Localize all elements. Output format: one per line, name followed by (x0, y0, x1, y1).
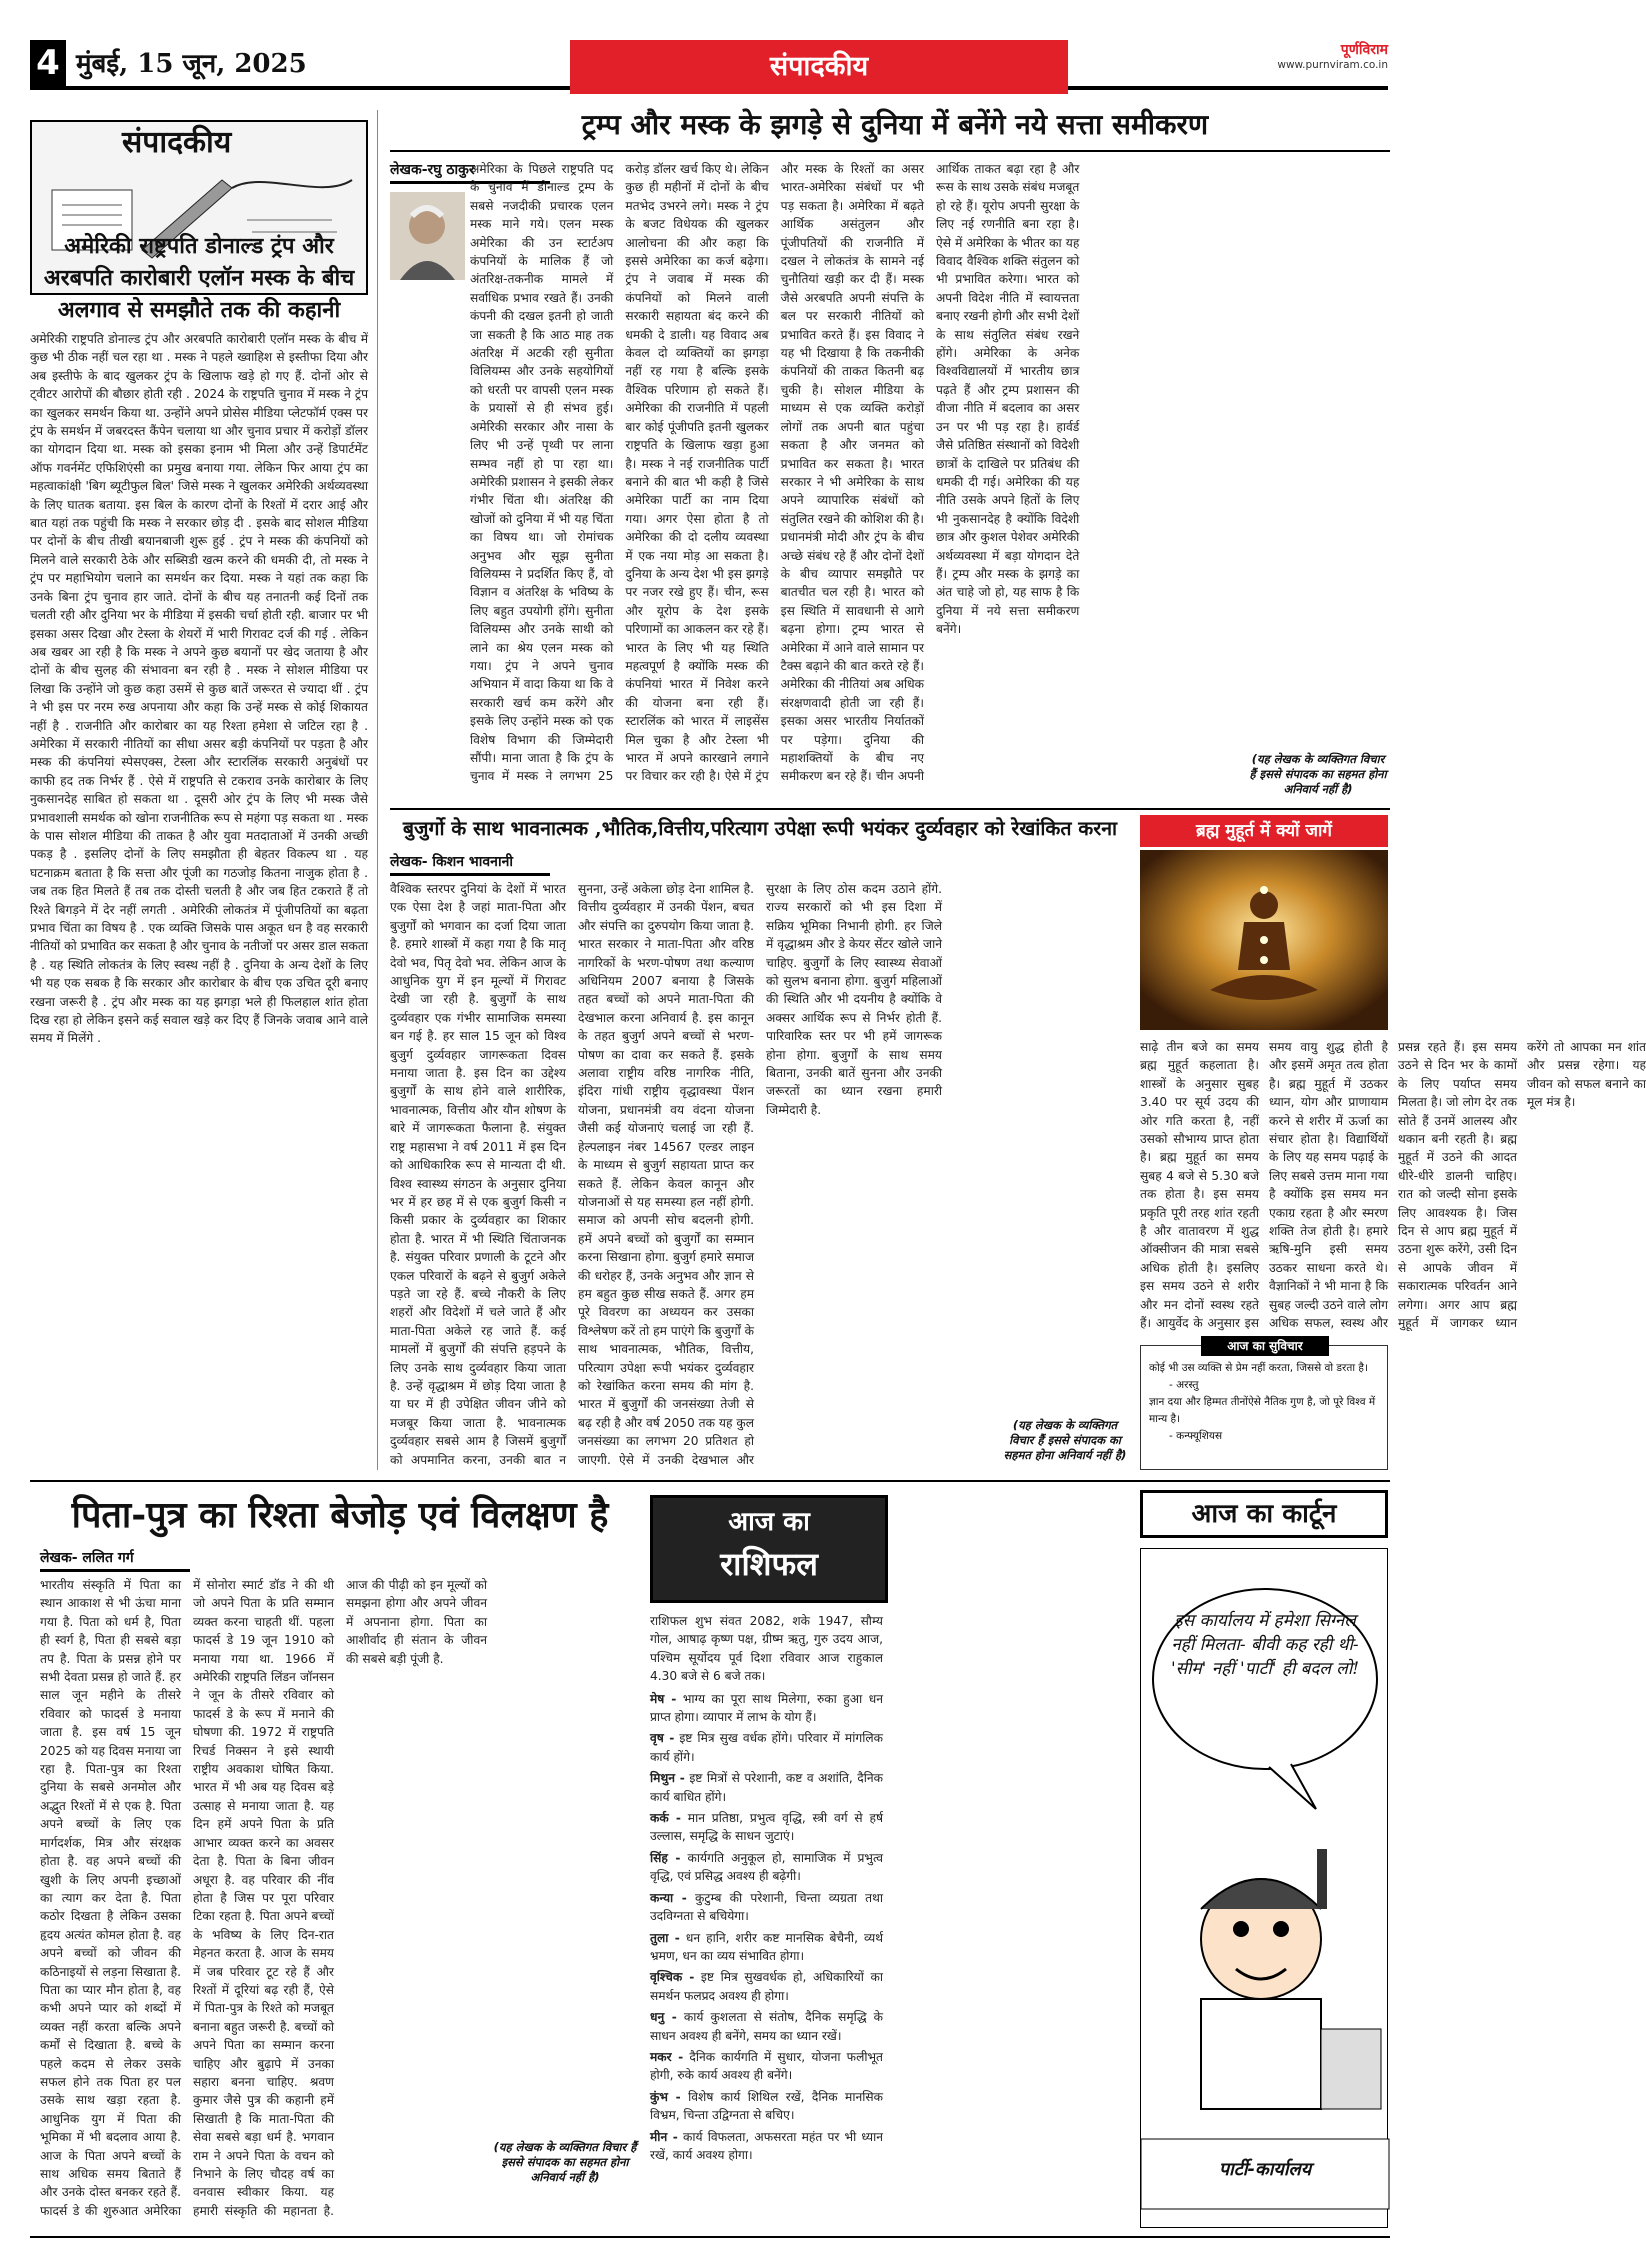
footer-rule (30, 2236, 1390, 2238)
rashifal-label-bottom: राशिफल (720, 1545, 818, 1583)
father-son-disclaimer: (यह लेखक के व्यक्तिगत विचार हैं इससे संपादक का सहमत होना अनिवार्य नहीं है) (493, 2140, 637, 2184)
father-son-text: भारतीय संस्कृति में पिता का स्थान आकाश से भी ऊंचा माना गया है. पिता को धर्म है, पिता ही स्वर्ग है, पिता ही सबसे बड़ा तप है. पिता के प्रसन्न होने पर सभी देवता प्रसन्न हो जाते हैं. हर साल जून महीने के तीसरे रविवार को फादर्स डे मनाया जाता है. इस वर्ष 15 जून 2025 को यह दिवस मनाया जा रहा है. पिता-पुत्र का रिश्ता दुनिया के सबसे अनमोल और अद्भुत रिश्तों में से एक है. पिता अपने बच्चों के लिए एक मार्गदर्शक, मित्र और संरक्षक होता है. वह अपने बच्चों की खुशी के लिए अपनी इच्छाओं का त्याग कर देता है. पिता कठोर दिखता है लेकिन उसका हृदय अत्यंत कोमल होता है. वह अपने बच्चों को जीवन की कठिनाइयों से लड़ना सिखाता है. पिता का प्यार मौन होता है, वह कभी अपने प्यार को शब्दों में व्यक्त नहीं करता बल्कि अपने कर्मों से दिखाता है. बच्चे के पहले कदम से लेकर उसके सफल होने तक पिता हर पल उसके साथ खड़ा रहता है. आधुनिक युग में पिता की भूमिका में भी बदलाव आया है. आज के पिता अपने बच्चों के साथ अधिक समय बिताते हैं और उनके दोस्त बनकर रहते हैं. फादर्स डे की शुरुआत अमेरिका में सोनोरा स्मार्ट डॉड ने की थी जो अपने पिता के प्रति सम्मान व्यक्त करना चाहती थीं. पहला फादर्स डे 19 जून 1910 को मनाया गया था. 1966 में अमेरिकी राष्ट्रपति लिंडन जॉनसन ने जून के तीसरे रविवार को फादर्स डे के रूप में मनाने की घोषणा की. 1972 में राष्ट्रपति रिचर्ड निक्सन ने इसे स्थायी राष्ट्रीय अवकाश घोषित किया. भारत में भी अब यह दिवस बड़े उत्साह से मनाया जाता है. यह दिन हमें अपने पिता के प्रति आभार व्यक्त करने का अवसर देता है. पिता के बिना जीवन अधूरा है. वह परिवार की नींव होता है जिस पर पूरा परिवार टिका रहता है. पिता अपने बच्चों के भविष्य के लिए दिन-रात मेहनत करता है. आज के समय में जब परिवार टूट रहे हैं और रिश्तों में दूरियां बढ़ रही हैं, ऐसे में पिता-पुत्र के रिश्ते को मजबूत बनाना बहुत जरूरी है. बच्चों को अपने पिता का सम्मान करना चाहिए और बुढ़ापे में उनका सहारा बनना चाहिए. श्रवण कुमार जैसे पुत्र की कहानी हमें सिखाती है कि माता-पिता की सेवा सबसे बड़ा धर्म है. भगवान राम ने अपने पिता के वचन को निभाने के लिए चौदह वर्ष का वनवास स्वीकार किया. यह हमारी संस्कृति की महानता है. आज की पीढ़ी को इन मूल्यों को समझना होगा और अपने जीवन में अपनाना होगा. पिता का आशीर्वाद ही संतान के जीवन की सबसे बड़ी पूंजी है. (40, 1578, 487, 2218)
rashifal-sign: मकर - (650, 2049, 684, 2064)
father-son-body (40, 1576, 640, 2226)
rashifal-sign: कन्या - (650, 1890, 687, 1905)
website-url[interactable]: www.purnviram.co.in (1277, 59, 1388, 71)
editorial-headline: अमेरिकी राष्ट्रपति डोनाल्ड ट्रंप और अरबपति कारोबारी एलॉन मस्क के बीच अलगाव से समझौते तक की कहानी (43, 233, 355, 323)
rashifal-banner (650, 1495, 888, 1603)
rashifal-sign: सिंह - (650, 1850, 681, 1865)
cartoon-frame (1140, 1548, 1388, 2228)
section-rule (390, 808, 1390, 810)
rashifal-sign: धनु - (650, 2010, 677, 2025)
rashifal-item (650, 1809, 883, 1846)
rashifal-sign: मीन - (650, 2129, 678, 2144)
rashifal-item (650, 1929, 883, 1966)
header-right (1068, 40, 1388, 90)
rashifal-text: इष्ट मित्रों से परेशानी, कष्ट व अशांति, दैनिक कार्य बाधित होंगे। (650, 1771, 883, 1804)
trump-musk-body (470, 160, 1390, 800)
elders-body (390, 880, 1130, 1470)
rashifal-text: दैनिक कार्यगति में सुधार, योजना फलीभूत होगी, रुके कार्य अवश्य ही बनेंगे। (650, 2049, 884, 2083)
rashifal-sign: मेष - (650, 1691, 677, 1706)
quote-box (1140, 1339, 1388, 1470)
rashifal-item (650, 2128, 883, 2165)
rashifal-item (650, 1690, 883, 1727)
rashifal-item (650, 2048, 883, 2085)
trump-musk-headline: ट्रम्प और मस्क के झगड़े से दुनिया में बनेंगे नये सत्ता समीकरण (581, 108, 1209, 141)
quote-line: ज्ञान दया और हिम्मत तीनोंऐसे नैतिक गुण है, जो पूरे विश्व में मान्य है। (1149, 1396, 1376, 1425)
section-rule (30, 1480, 1390, 1482)
rashifal-item (650, 1729, 883, 1766)
rashifal-text: कुटुम्ब की परेशानी, चिन्ता व्यग्रता तथा उदविग्नता से बचियेगा। (650, 1890, 884, 1924)
rashifal-text: कार्य कुशलता से संतोष, दैनिक समृद्धि के साधन अवश्य ही बनेंगे, समय का ध्यान रखें। (650, 2010, 884, 2043)
rashifal-text: कार्य विफलता, अफसरता महंत पर भी ध्यान रखें, कार्य अवश्य होगा। (650, 2129, 883, 2162)
rashifal-sign: कर्क - (650, 1811, 681, 1826)
edition-date: मुंबई, 15 जून, 2025 (76, 49, 307, 79)
brahma-body (1140, 1038, 1646, 1338)
rashifal-text: भाग्य का पूरा साथ मिलेगा, रुका हुआ धन प्राप्त होगा। व्यापार में लाभ के योग हैं। (650, 1691, 883, 1725)
meditation-image (1140, 850, 1388, 1030)
rashifal-label-top: आज का (728, 1507, 810, 1537)
trump-musk-byline: लेखक-रघु ठाकुर (390, 160, 550, 184)
column-divider (377, 110, 378, 1470)
brahma-headline: ब्रह्म मुहूर्त में क्यों जागें (1140, 815, 1388, 847)
elders-headline: बुजुर्गो के साथ भावनात्मक ,भौतिक,वित्तीय,परित्याग उपेक्षा रूपी भयंकर दुर्व्यवहार को रेखांकित करना (402, 817, 1118, 840)
rashifal-item (650, 2088, 883, 2125)
quote-line: कोई भी उस व्यक्ति से प्रेम नहीं करता, जिससे वो डरता है। (1149, 1362, 1368, 1374)
elders-byline: लेखक- किशन भावनानी (390, 852, 550, 876)
rashifal-sign: तुला - (650, 1930, 680, 1945)
rashifal-text: इष्ट मित्र सुख वर्धक होंगे। परिवार में मांगलिक कार्य होंगे। (650, 1731, 884, 1764)
rashifal-text: इष्ट मित्र सुखवर्धक हो, अधिकारियों का समर्थन फलप्रद अवश्य ही होगा। (650, 1970, 883, 2003)
quote-author: - अरस्तु (1169, 1379, 1199, 1391)
quote-author: - कन्फ्यूशियस (1169, 1430, 1223, 1442)
elders-disclaimer: (यह लेखक के व्यक्तिगत विचार हैं इससे संपादक का सहमत होना अनिवार्य नहीं है) (1003, 1418, 1127, 1462)
rashifal-item (650, 1889, 883, 1926)
rashifal-text: कार्यगति अनुकूल हो, सामाजिक में प्रभुत्व वृद्धि, एवं प्रसिद्ध अवश्य ही बढ़ेगी। (650, 1850, 883, 1884)
rashifal-item (650, 1849, 883, 1886)
cartoon-caption: पार्टी-कार्यालय (1218, 2159, 1312, 2180)
quote-label: आज का सुविचार (1201, 1336, 1329, 1356)
brahma-text: साढ़े तीन बजे का समय ब्रह्म मुहूर्त कहलाता है। शास्त्रों के अनुसार सुबह 3.40 पर सूर्य उदय की ओर गति करता है, नहीं उसको सौभाग्य प्राप्त होता है। ब्रह्म मुहूर्त का समय सुबह 4 बजे से 5.30 बजे तक होता है। इस समय प्रकृति पूरी तरह शांत रहती है और वातावरण में शुद्ध ऑक्सीजन की मात्रा सबसे अधिक होती है। इसलिए इस समय उठने से शरीर और मन दोनों स्वस्थ रहते हैं। आयुर्वेद के अनुसार इस समय वायु शुद्ध होती है और इसमें अमृत तत्व होता है। ब्रह्म मुहूर्त में उठकर ध्यान, योग और प्राणायाम करने से शरीर में ऊर्जा का संचार होता है। विद्यार्थियों के लिए यह समय पढ़ाई के लिए सबसे उत्तम माना गया है क्योंकि इस समय मन एकाग्र रहता है और स्मरण शक्ति तेज होती है। हमारे ऋषि-मुनि इसी समय उठकर साधना करते थे। वैज्ञानिकों ने भी माना है कि सुबह जल्दी उठने वाले लोग अधिक सफल, स्वस्थ और प्रसन्न रहते हैं। इस समय उठने से दिन भर के कामों के लिए पर्याप्त समय मिलता है। जो लोग देर तक सोते हैं उनमें आलस्य और थकान बनी रहती है। ब्रह्म मुहूर्त में उठने की आदत धीरे-धीरे डालनी चाहिए। रात को जल्दी सोना इसके लिए आवश्यक है। जिस दिन से आप ब्रह्म मुहूर्त में उठना शुरू करेंगे, उसी दिन से आपके जीवन में सकारात्मक परिवर्तन आने लगेगा। अगर आप ब्रह्म मुहूर्त में जागकर ध्यान करेंगे तो आपका मन शांत और प्रसन्न रहेगा। यह जीवन को सफल बनाने का मूल मंत्र है। (1140, 1040, 1646, 1331)
header-left (30, 40, 570, 90)
rashifal-item (650, 1968, 883, 2005)
editorial-body: अमेरिकी राष्ट्रपति डोनाल्ड ट्रंप और अरबपति कारोबारी एलॉन मस्क के बीच में कुछ भी ठीक नहीं चल रहा था . मस्क ने पहले ख्वाहिश से इस्तीफा दिया और अब इस्तीफे के बाद खुलकर ट्रंप के खिलाफ खड़े हो गए हैं. दोनों ओर से ट्वीटर आरोपों की बौछार होती रही . 2024 के राष्ट्रपति चुनाव में मस्क ने ट्रंप का खुलकर समर्थन किया था. उन्होंने अपने प्रोसेस मीडिया प्लेटफॉर्म एक्स पर ट्रंप के समर्थन में जबरदस्त कैंपेन चलाया था और चुनाव प्रचार में करोड़ों डॉलर का योगदान दिया था. मस्क को इसका इनाम भी मिला और उन्हें डिपार्टमेंट ऑफ गवर्नमेंट एफिशिएंसी का प्रमुख बनाया गया. लेकिन फिर आया ट्रंप का महत्वाकांक्षी 'बिग ब्यूटीफुल बिल' जिसे मस्क ने खुलकर अमेरिकी अर्थव्यवस्था के लिए घातक बताया. इस बिल के कारण दोनों के रिश्तों में दरार आई और बात यहां तक पहुंची कि मस्क ने सरकार छोड़ दी . इसके बाद सोशल मीडिया पर दोनों के बीच तीखी बयानबाजी शुरू हुई . ट्रंप ने मस्क की कंपनियों को मिलने वाले सरकारी ठेके और सब्सिडी खत्म करने की धमकी दी, तो मस्क ने ट्रंप पर महाभियोग चलाने का समर्थन कर दिया. मस्क ने यहां तक कहा कि उनके बिना ट्रंप चुनाव हार जाते. दोनों के बीच यह तनातनी कई दिनों तक चलती रही और दुनिया भर के मीडिया में इसकी चर्चा होती रही. बाजार पर भी इसका असर दिखा और टेस्ला के शेयरों में भारी गिरावट दर्ज की गई . लेकिन अब खबर आ रही है कि मस्क ने अपने कुछ बयानों पर खेद जताया है और दोनों के बीच सुलह की संभावना बन रही है . मस्क ने सोशल मीडिया पर लिखा कि उन्होंने जो कुछ कहा उसमें से कुछ बातें जरूरत से ज्यादा थीं . ट्रंप ने भी इस पर नरम रुख अपनाया और कहा कि उन्हें मस्क से कोई शिकायत नहीं है . राजनीति और कारोबार का यह रिश्ता हमेशा से जटिल रहा है . अमेरिका में सरकारी नीतियों का सीधा असर बड़ी कंपनियों पर पड़ता है और मस्क की कंपनियां स्पेसएक्स, टेस्ला और स्टारलिंक सरकारी अनुबंधों पर काफी हद तक निर्भर हैं . ऐसे में राष्ट्रपति से टकराव उनके कारोबार के लिए नुकसानदेह साबित हो सकता था . दूसरी ओर ट्रंप के लिए भी मस्क जैसे प्रभावशाली समर्थक को खोना राजनीतिक रूप से महंगा पड़ सकता था . मस्क के पास सोशल मीडिया की ताकत है और युवा मतदाताओं में उनकी अच्छी पकड़ है . इसलिए दोनों के लिए समझौता ही बेहतर विकल्प था . यह घटनाक्रम बताता है कि सत्ता और पूंजी का गठजोड़ कितना नाजुक होता है . जब तक हित मिलते हैं तब तक दोस्ती चलती है और जब हित टकराते हैं तो रिश्ते बिगड़ने में देर नहीं लगती . अमेरिकी लोकतंत्र में पूंजीपतियों का बढ़ता प्रभाव चिंता का विषय है . एक व्यक्ति जिसके पास अकूत धन है वह सरकारी नीतियों को प्रभावित कर सकता है और चुनाव के नतीजों पर असर डाल सकता है . यह स्थिति लोकतंत्र के लिए स्वस्थ नहीं है . दुनिया के अन्य देशों के लिए भी यह एक सबक है कि सरकार और कारोबार के बीच एक उचित दूरी बनाए रखना जरूरी है . ट्रंप और मस्क का यह झगड़ा भले ही फिलहाल शांत होता दिख रहा हो लेकिन इसने कई सवाल खड़े कर दिए हैं जिनके जवाब आने वाले समय में मिलेंगे . (30, 332, 368, 1046)
father-son-headline: पिता-पुत्र का रिश्ता बेजोड़ एवं विलक्षण है (71, 1494, 609, 1536)
quote-lines (1149, 1360, 1381, 1445)
rashifal-text: विशेष कार्य शिथिल रखें, दैनिक मानसिक विभ्रम, चिन्ता उद्विग्नता से बचिए। (650, 2089, 884, 2123)
rashifal-text: मान प्रतिष्ठा, प्रभुत्व वृद्धि, स्त्री वर्ग से हर्ष उल्लास, समृद्धि के साधन जुटाएं। (650, 1811, 883, 1844)
cartoon-speech: इस कार्यालय में हमेशा सिग्नल नहीं मिलता- बीवी कह रही थी- 'सीम' नहीं 'पार्टी' ही बदल लो! (1170, 1611, 1360, 1679)
elders-text: वैश्विक स्तरपर दुनियां के देशों में भारत एक ऐसा देश है जहां माता-पिता और बुजुर्गों को भगवान का दर्जा दिया जाता है. हमारे शास्त्रों में कहा गया है कि मातृ देवो भव, पितृ देवो भव. लेकिन आज के आधुनिक युग में इन मूल्यों में गिरावट देखी जा रही है. बुजुर्गों के साथ दुर्व्यवहार एक गंभीर सामाजिक समस्या बन गई है. हर साल 15 जून को विश्व बुजुर्ग दुर्व्यवहार जागरूकता दिवस मनाया जाता है. इस दिन का उद्देश्य बुजुर्गों के साथ होने वाले शारीरिक, भावनात्मक, वित्तीय और यौन शोषण के बारे में जागरूकता फैलाना है. संयुक्त राष्ट्र महासभा ने वर्ष 2011 में इस दिन को आधिकारिक रूप से मान्यता दी थी. विश्व स्वास्थ्य संगठन के अनुसार दुनिया भर में हर छह में से एक बुजुर्ग किसी न किसी प्रकार के दुर्व्यवहार का शिकार होता है. भारत में भी स्थिति चिंताजनक है. संयुक्त परिवार प्रणाली के टूटने और एकल परिवारों के बढ़ने से बुजुर्ग अकेले पड़ते जा रहे हैं. बच्चे नौकरी के लिए शहरों और विदेशों में चले जाते हैं और माता-पिता अकेले रह जाते हैं. कई मामलों में बुजुर्गों की संपत्ति हड़पने के लिए उनके साथ दुर्व्यवहार किया जाता है. उन्हें वृद्धाश्रम में छोड़ दिया जाता है या घर में ही उपेक्षित जीवन जीने को मजबूर किया जाता है. भावनात्मक दुर्व्यवहार सबसे आम है जिसमें बुजुर्गों को अपमानित करना, उनकी बात न सुनना, उन्हें अकेला छोड़ देना शामिल है. वित्तीय दुर्व्यवहार में उनकी पेंशन, बचत और संपत्ति का दुरुपयोग किया जाता है. भारत सरकार ने माता-पिता और वरिष्ठ नागरिकों के भरण-पोषण तथा कल्याण अधिनियम 2007 बनाया है जिसके तहत बच्चों को अपने माता-पिता की देखभाल करना अनिवार्य है. इस कानून के तहत बुजुर्ग अपने बच्चों से भरण-पोषण का दावा कर सकते हैं. इसके अलावा राष्ट्रीय वरिष्ठ नागरिक नीति, इंदिरा गांधी राष्ट्रीय वृद्धावस्था पेंशन योजना, प्रधानमंत्री वय वंदना योजना जैसी कई योजनाएं चलाई जा रही हैं. हेल्पलाइन नंबर 14567 एल्डर लाइन के माध्यम से बुजुर्ग सहायता प्राप्त कर सकते हैं. लेकिन केवल कानून और योजनाओं से यह समस्या हल नहीं होगी. समाज को अपनी सोच बदलनी होगी. हमें अपने बच्चों को बुजुर्गों का सम्मान करना सिखाना होगा. बुजुर्ग हमारे समाज की धरोहर हैं, उनके अनुभव और ज्ञान से हम बहुत कुछ सीख सकते हैं. अगर हम पूरे विवरण का अध्ययन कर उसका विश्लेषण करें तो हम पाएंगे कि बुजुर्गों के साथ भावनात्मक, भौतिक, वित्तीय, परित्याग उपेक्षा रूपी भयंकर दुर्व्यवहार को रेखांकित करना समय की मांग है. भारत में बुजुर्गों की जनसंख्या तेजी से बढ़ रही है और वर्ष 2050 तक यह कुल जनसंख्या का लगभग 20 प्रतिशत हो जाएगी. ऐसे में उनकी देखभाल और सुरक्षा के लिए ठोस कदम उठाने होंगे. राज्य सरकारों को भी इस दिशा में सक्रिय भूमिका निभानी होगी. हर जिले में वृद्धाश्रम और डे केयर सेंटर खोले जाने चाहिए. बुजुर्गों के लिए स्वास्थ्य सेवाओं को सुलभ बनाना होगा. बुजुर्ग महिलाओं की स्थिति और भी दयनीय है क्योंकि वे अक्सर आर्थिक रूप से निर्भर होती हैं. पारिवारिक स्तर पर भी हमें जागरूक होना होगा. बुजुर्गों के साथ समय बिताना, उनकी बातें सुनना और उनकी जरूरतों का ध्यान रखना हमारी जिम्मेदारी है. (390, 882, 942, 1467)
rashifal-body (650, 1612, 1130, 2232)
headline-rule (390, 150, 1390, 152)
section-title: संपादकीय (570, 40, 1068, 94)
brand-name: पूर्णविराम (1340, 42, 1388, 58)
cartoon-label: आज का कार्टून (1140, 1490, 1388, 1538)
rashifal-item (650, 2008, 883, 2045)
rashifal-sign: वृश्चिक - (650, 1970, 695, 1985)
trump-musk-disclaimer: (यह लेखक के व्यक्तिगत विचार हैं इससे संपादक का सहमत होना अनिवार्य नहीं है) (1249, 752, 1387, 796)
rashifal-intro: राशिफल शुभ संवत 2082, शके 1947, सौम्य गोल, आषाढ़ कृष्ण पक्ष, ग्रीष्म ऋतु, गुरु उदय आज, पश्चिम सूर्योदय पूर्व दिशा रविवार आज राहुकाल 4.30 बजे से 6 बजे तक। (650, 1614, 883, 1684)
trump-musk-text: अमेरिका के पिछले राष्ट्रपति पद के चुनाव में डोनाल्ड ट्रम्प के सबसे नजदीकी प्रचारक एलन मस्क माने गये। एलन मस्क अमेरिका की उन स्टार्टअप कंपनियों के मालिक हैं जो अंतरिक्ष-तकनीक मामले में सर्वाधिक प्रभाव रखते हैं। उनकी कंपनी की दखल इतनी हो जाती जा सकती है कि आठ माह तक अंतरिक्ष में अटकी रही सुनीता विलियम्स और उनके सहयोगियों को धरती पर वापसी एलन मस्क के प्रयासों से ही संभव हुई। अमेरिकी सरकार और नासा के लिए भी उन्हें पृथ्वी पर लाना सम्भव नहीं हो पा रहा था। अमेरिकी प्रशासन ने इसकी लेकर गंभीर चिंता थी। अंतरिक्ष की खोजों को दुनिया में भी यह चिंता का विषय था। जो रोमांचक अनुभव और सूझ सुनीता विलियम्स ने प्रदर्शित किए हैं, वो विज्ञान व अंतरिक्ष के भविष्य के लिए बहुत उपयोगी होंगे। सुनीता विलियम्स और उनके साथी को लाने का श्रेय एलन मस्क को गया। ट्रंप ने अपने चुनाव अभियान में वादा किया था कि वे सरकारी खर्च कम करेंगे और इसके लिए उन्होंने मस्क को एक विशेष विभाग की जिम्मेदारी सौंपी। माना जाता है कि ट्रंप के चुनाव में मस्क ने लगभग 25 करोड़ डॉलर खर्च किए थे। लेकिन कुछ ही महीनों में दोनों के बीच मतभेद उभरने लगे। मस्क ने ट्रंप के बजट विधेयक की खुलकर आलोचना की और कहा कि इससे अमेरिका का कर्ज बढ़ेगा। ट्रंप ने जवाब में मस्क की कंपनियों को मिलने वाली सरकारी सहायता बंद करने की धमकी दे डाली। यह विवाद अब केवल दो व्यक्तियों का झगड़ा नहीं रह गया है बल्कि इसके वैश्विक परिणाम हो सकते हैं। अमेरिका की राजनीति में पहली बार कोई पूंजीपति इतनी खुलकर राष्ट्रपति के खिलाफ खड़ा हुआ है। मस्क ने नई राजनीतिक पार्टी बनाने की बात भी कही है जिसे अमेरिका पार्टी का नाम दिया गया। अगर ऐसा होता है तो अमेरिका की दो दलीय व्यवस्था में एक नया मोड़ आ सकता है। दुनिया के अन्य देश भी इस झगड़े पर नजर रखे हुए हैं। चीन, रूस और यूरोप के देश इसके परिणामों का आकलन कर रहे हैं। भारत के लिए भी यह स्थिति महत्वपूर्ण है क्योंकि मस्क की कंपनियां भारत में निवेश करने की योजना बना रही हैं। स्टारलिंक को भारत में लाइसेंस मिल चुका है और टेस्ला भी भारत में अपने कारखाने लगाने पर विचार कर रही है। ऐसे में ट्रंप और मस्क के रिश्तों का असर भारत-अमेरिका संबंधों पर भी पड़ सकता है। अमेरिका में बढ़ते आर्थिक असंतुलन और पूंजीपतियों की राजनीति में दखल ने लोकतंत्र के सामने नई चुनौतियां खड़ी कर दी हैं। मस्क जैसे अरबपति अपनी संपत्ति के बल पर सरकारी नीतियों को प्रभावित करते हैं। इस विवाद ने यह भी दिखाया है कि तकनीकी कंपनियों की ताकत कितनी बढ़ चुकी है। सोशल मीडिया के माध्यम से एक व्यक्ति करोड़ों लोगों तक अपनी बात पहुंचा सकता है और जनमत को प्रभावित कर सकता है। भारत सरकार ने भी अमेरिका के साथ अपने व्यापारिक संबंधों को संतुलित रखने की कोशिश की है। प्रधानमंत्री मोदी और ट्रंप के बीच अच्छे संबंध रहे हैं और दोनों देशों के बीच व्यापार समझौते पर बातचीत चल रही है। भारत को इस स्थिति में सावधानी से आगे बढ़ना होगा। ट्रम्प भारत से अमेरिका में आने वाले सामान पर टैक्स बढ़ाने की बात करते रहे हैं। अमेरिका की नीतियां अब अधिक संरक्षणवादी होती जा रही हैं। इसका असर भारतीय निर्यातकों पर पड़ेगा। दुनिया की महाशक्तियों के बीच नए समीकरण बन रहे हैं। चीन अपनी आर्थिक ताकत बढ़ा रहा है और रूस के साथ उसके संबंध मजबूत हो रहे हैं। यूरोप अपनी सुरक्षा के लिए नई रणनीति बना रहा है। ऐसे में अमेरिका के भीतर का यह विवाद वैश्विक शक्ति संतुलन को भी प्रभावित करेगा। भारत को अपनी विदेश नीति में स्वायत्तता बनाए रखनी होगी और सभी देशों के साथ संतुलित संबंध रखने होंगे। अमेरिका के अनेक विश्वविद्यालयों में भारतीय छात्र पढ़ते हैं और ट्रम्प प्रशासन की वीजा नीति में बदलाव का असर उन पर भी पड़ रहा है। हार्वर्ड जैसे प्रतिष्ठित संस्थानों को विदेशी छात्रों के दाखिले पर प्रतिबंध की धमकी दी गई। अमेरिका की यह नीति उसके अपने हितों के लिए भी नुकसानदेह है क्योंकि विदेशी छात्र और कुशल पेशेवर अमेरिकी अर्थव्यवस्था में बड़ा योगदान देते हैं। ट्रम्प और मस्क के झगड़े का अंत चाहे जो हो, यह साफ है कि दुनिया में नये सत्ता समीकरण बनेंगे। (470, 162, 1080, 784)
author-photo-raghu (390, 192, 465, 280)
father-son-byline: लेखक- ललित गर्ग (40, 1548, 190, 1572)
rashifal-sign: वृष - (650, 1731, 675, 1746)
rashifal-text: धन हानि, शरीर कष्ट मानसिक बेचैनी, व्यर्थ भ्रमण, धन का व्यय संभावित होगा। (650, 1930, 883, 1963)
page-number: 4 (30, 40, 66, 86)
rashifal-item (650, 1769, 883, 1806)
editorial-label: संपादकीय (122, 125, 232, 160)
rashifal-sign: कुंभ - (650, 2089, 681, 2104)
rashifal-sign: मिथुन - (650, 1771, 685, 1786)
